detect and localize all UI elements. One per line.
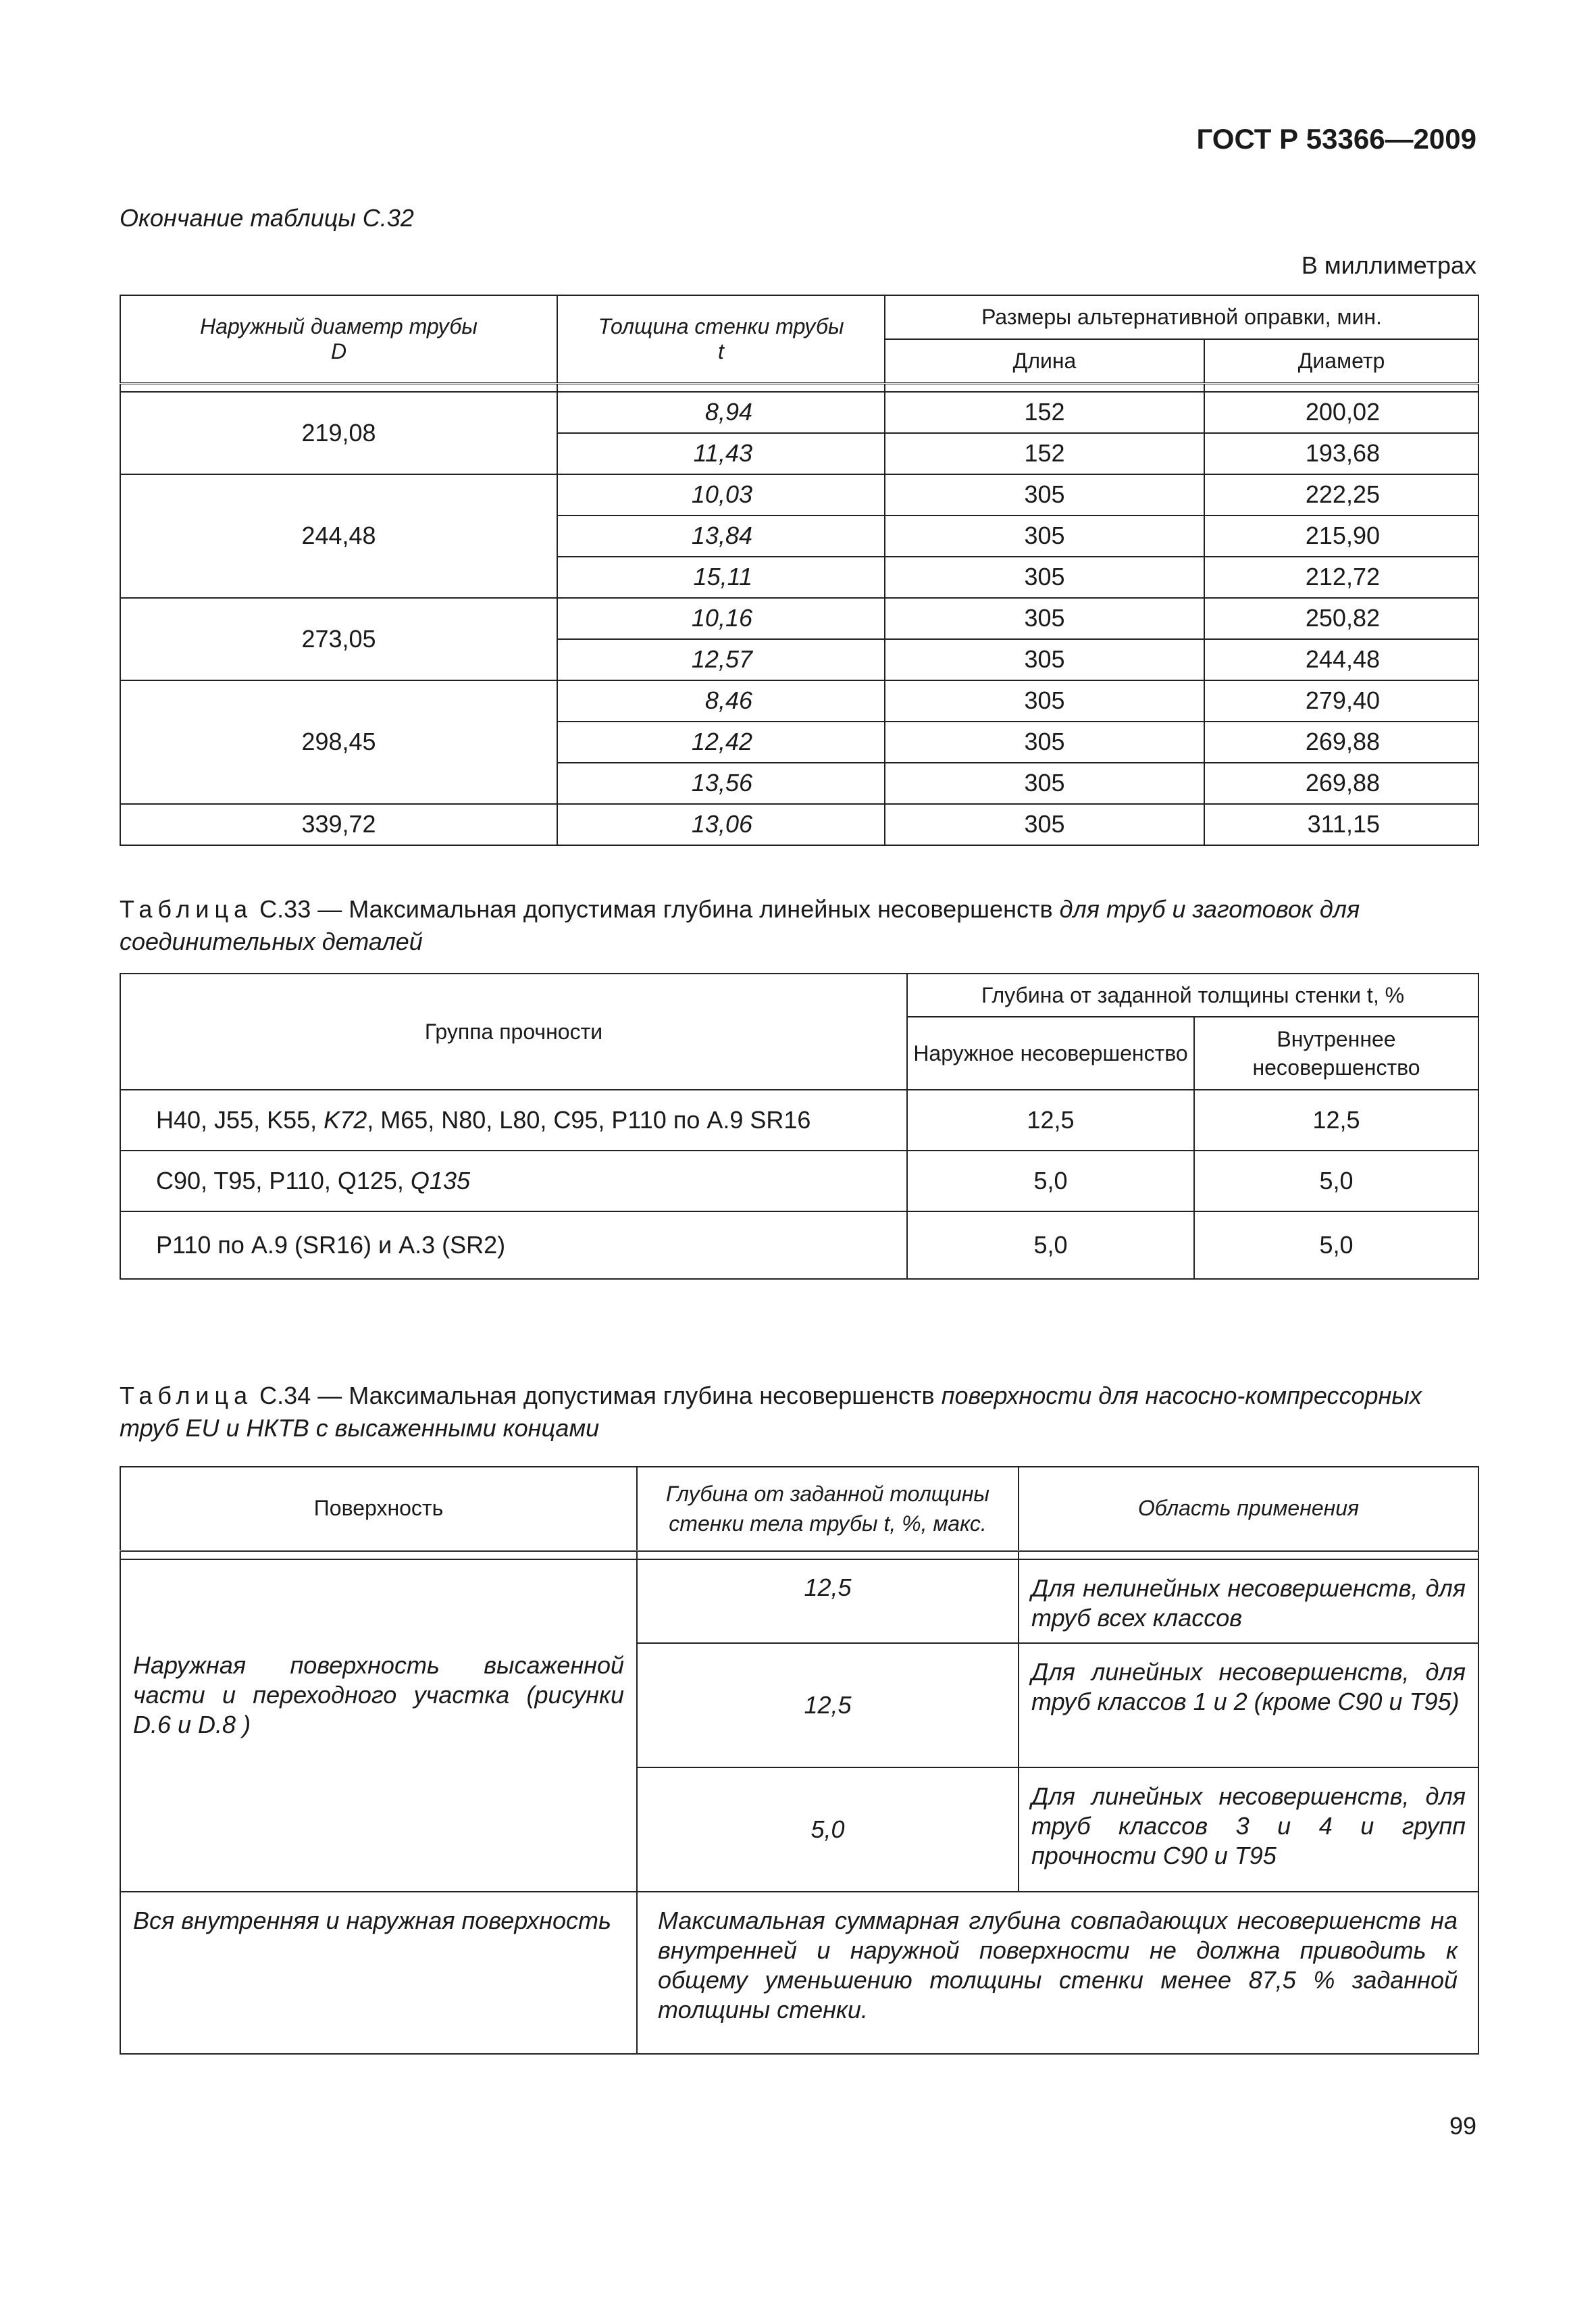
header-depth: Глубина от заданной толщины стенки тела трубы t, %, макс. xyxy=(637,1467,1019,1551)
length-cell: 305 xyxy=(885,474,1204,515)
inner-depth-cell: 5,0 xyxy=(1194,1211,1478,1279)
all-surface-note-cell: Максимальная суммарная глубина совпадающих несовершенств на внутренней и наружной поверхности не должна приводить к общему уменьшению толщины стенки менее 87,5 % заданной толщины стенки. xyxy=(637,1892,1478,2054)
length-cell: 305 xyxy=(885,598,1204,639)
outer-depth-cell: 12,5 xyxy=(907,1090,1194,1151)
outer-diameter-cell: 339,72 xyxy=(120,804,557,845)
table-title-text: С.34 — Максимальная допустимая глубина несовершенств xyxy=(259,1382,935,1409)
wall-thickness-cell: 13,06 xyxy=(557,804,885,845)
length-cell: 305 xyxy=(885,763,1204,804)
diameter-cell: 215,90 xyxy=(1204,515,1478,557)
table-title-italic: поверхности для насосно-компрессорных труб EU и НКТВ с высаженными концами xyxy=(120,1382,1422,1442)
diameter-cell: 311,15 xyxy=(1204,804,1478,845)
document-header: ГОСТ Р 53366—2009 xyxy=(1196,123,1476,155)
table-row xyxy=(120,1892,1478,2054)
depth-cell: 12,5 xyxy=(637,1643,1019,1767)
table-row xyxy=(120,1211,1478,1279)
diameter-cell: 244,48 xyxy=(1204,639,1478,680)
inner-depth-cell: 12,5 xyxy=(1194,1090,1478,1151)
table-row xyxy=(120,804,1478,845)
diameter-cell: 200,02 xyxy=(1204,392,1478,433)
header-outer-imperfection: Наружное несовершенство xyxy=(907,1017,1194,1090)
header-depth: Глубина от заданной толщины стенки t, % xyxy=(907,974,1478,1017)
header-mandrel-sizes: Размеры альтернативной оправки, мин. xyxy=(885,295,1478,339)
length-cell: 305 xyxy=(885,680,1204,722)
header-length: Длина xyxy=(885,339,1204,383)
diameter-cell: 279,40 xyxy=(1204,680,1478,722)
outer-diameter-cell: 244,48 xyxy=(120,474,557,598)
diameter-cell: 193,68 xyxy=(1204,433,1478,474)
depth-cell: 5,0 xyxy=(637,1767,1019,1892)
diameter-cell: 250,82 xyxy=(1204,598,1478,639)
wall-thickness-cell: 10,16 xyxy=(557,598,885,639)
wall-thickness-cell: 12,57 xyxy=(557,639,885,680)
scope-cell: Для нелинейных несовершенств, для труб всех классов xyxy=(1019,1559,1478,1643)
diameter-cell: 269,88 xyxy=(1204,722,1478,763)
table-c34-title xyxy=(120,1380,1478,1444)
depth-cell: 12,5 xyxy=(637,1559,1019,1643)
strength-group-cell: P110 по А.9 (SR16) и А.3 (SR2) xyxy=(120,1211,907,1279)
wall-thickness-cell: 11,43 xyxy=(557,433,885,474)
table-row xyxy=(120,598,1478,639)
outer-surface-cell: Наружная поверхность высаженной части и переходного участка (рисунки D.6 и D.8 ) xyxy=(120,1559,637,1892)
table-continuation-label: Окончание таблицы С.32 xyxy=(120,204,414,232)
table-row xyxy=(120,680,1478,722)
wall-thickness-cell: 8,94 xyxy=(557,392,885,433)
scope-cell: Для линейных несовершенств, для труб классов 3 и 4 и групп прочности С90 и Т95 xyxy=(1019,1767,1478,1892)
table-c32 xyxy=(120,295,1479,846)
table-c33 xyxy=(120,973,1479,1280)
wall-thickness-cell: 10,03 xyxy=(557,474,885,515)
diameter-cell: 269,88 xyxy=(1204,763,1478,804)
table-row xyxy=(120,392,1478,433)
length-cell: 152 xyxy=(885,392,1204,433)
wall-thickness-cell: 8,46 xyxy=(557,680,885,722)
header-inner-imperfection: Внутреннее несовершенство xyxy=(1194,1017,1478,1090)
outer-diameter-cell: 298,45 xyxy=(120,680,557,804)
table-row xyxy=(120,1559,1478,1643)
inner-depth-cell: 5,0 xyxy=(1194,1151,1478,1211)
table-row xyxy=(120,1151,1478,1211)
wall-thickness-cell: 15,11 xyxy=(557,557,885,598)
scope-cell: Для линейных несовершенств, для труб классов 1 и 2 (кроме С90 и Т95) xyxy=(1019,1643,1478,1767)
length-cell: 305 xyxy=(885,557,1204,598)
outer-depth-cell: 5,0 xyxy=(907,1211,1194,1279)
table-label: Таблица xyxy=(120,895,253,923)
table-title-text: С.33 — Максимальная допустимая глубина линейных несовершенств xyxy=(259,895,1053,923)
outer-depth-cell: 5,0 xyxy=(907,1151,1194,1211)
header-outer-diameter: Наружный диаметр трубы D xyxy=(120,295,557,383)
table-title-italic: для труб и заготовок для соединительных деталей xyxy=(120,895,1360,955)
page-number: 99 xyxy=(1449,2112,1476,2140)
length-cell: 305 xyxy=(885,639,1204,680)
diameter-cell: 222,25 xyxy=(1204,474,1478,515)
table-c33-title xyxy=(120,893,1478,958)
table-row xyxy=(120,474,1478,515)
header-scope: Область применения xyxy=(1019,1467,1478,1551)
length-cell: 305 xyxy=(885,804,1204,845)
wall-thickness-cell: 12,42 xyxy=(557,722,885,763)
strength-group-cell: C90, T95, P110, Q125, Q135 xyxy=(120,1151,907,1211)
header-strength-group: Группа прочности xyxy=(120,974,907,1090)
header-wall-thickness: Толщина стенки трубы t xyxy=(557,295,885,383)
length-cell: 305 xyxy=(885,722,1204,763)
diameter-cell: 212,72 xyxy=(1204,557,1478,598)
table-label: Таблица xyxy=(120,1382,253,1409)
table-row xyxy=(120,1090,1478,1151)
units-label: В миллиметрах xyxy=(1301,251,1476,279)
all-surface-cell: Вся внутренняя и наружная поверхность xyxy=(120,1892,637,2054)
header-diameter: Диаметр xyxy=(1204,339,1478,383)
table-c34 xyxy=(120,1466,1479,2055)
length-cell: 152 xyxy=(885,433,1204,474)
strength-group-cell: Н40, J55, K55, K72, M65, N80, L80, C95, P110 по А.9 SR16 xyxy=(120,1090,907,1151)
length-cell: 305 xyxy=(885,515,1204,557)
wall-thickness-cell: 13,56 xyxy=(557,763,885,804)
outer-diameter-cell: 273,05 xyxy=(120,598,557,680)
wall-thickness-cell: 13,84 xyxy=(557,515,885,557)
header-surface: Поверхность xyxy=(120,1467,637,1551)
outer-diameter-cell: 219,08 xyxy=(120,392,557,474)
